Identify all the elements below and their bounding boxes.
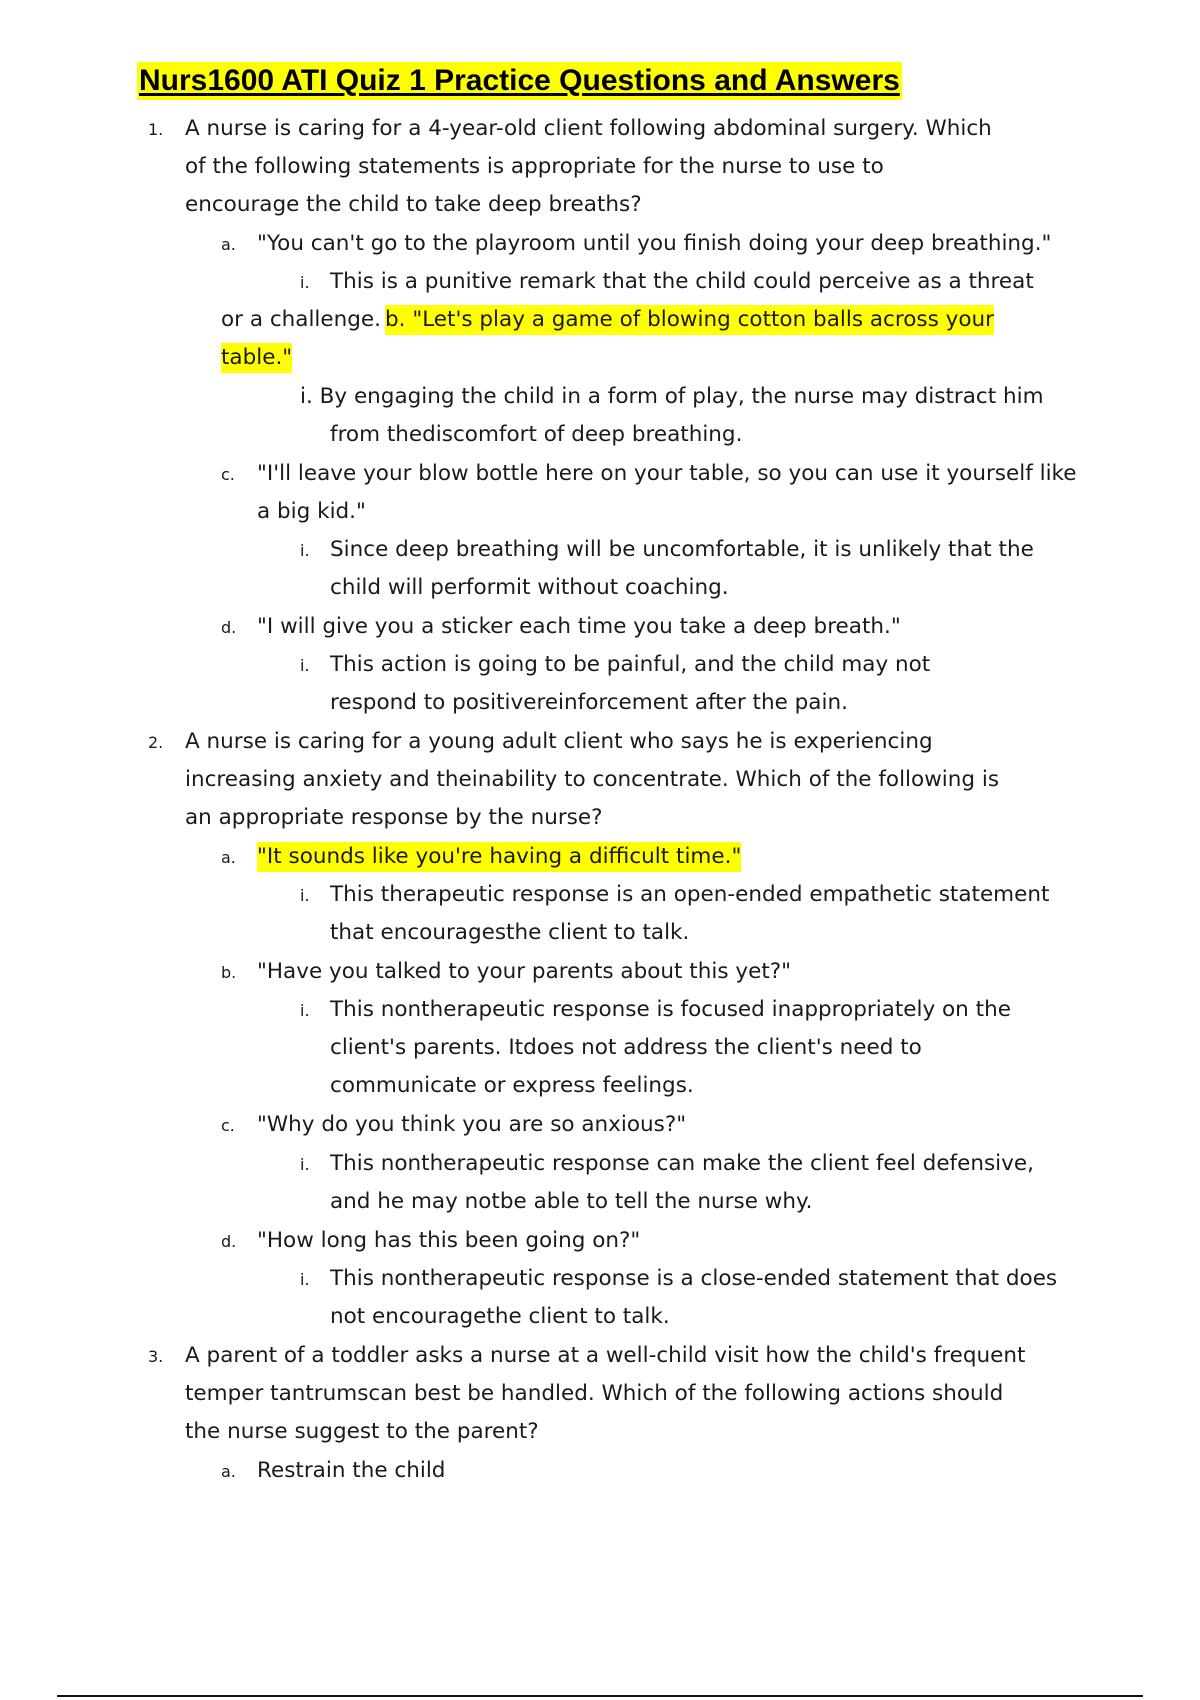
q2-option-b-rationale: This nontherapeutic response is focused inappropriately on the bbox=[330, 997, 1011, 1022]
q1-option-d-rationale: This action is going to be painful, and the child may not bbox=[330, 652, 931, 677]
q2-number: 2. bbox=[148, 733, 164, 752]
q2-option-c-marker: c. bbox=[221, 1116, 235, 1135]
q1-option-b-correct: table." bbox=[221, 343, 292, 373]
q2-option-c-rationale: This nontherapeutic response can make the client feel defensive, bbox=[330, 1151, 1034, 1176]
q2-option-a-rationale: that encouragesthe client to talk. bbox=[330, 920, 690, 945]
q2-option-c: "Why do you think you are so anxious?" bbox=[257, 1112, 687, 1137]
q1-option-c-marker: c. bbox=[221, 465, 235, 484]
q2-option-d-marker: d. bbox=[221, 1232, 237, 1251]
q2-option-b: "Have you talked to your parents about this yet?" bbox=[257, 959, 792, 984]
q2-option-b-rationale-marker: i. bbox=[300, 1001, 310, 1020]
q1-stem-line: encourage the child to take deep breaths? bbox=[185, 192, 642, 217]
q3-option-a: Restrain the child bbox=[257, 1458, 446, 1483]
q1-option-a-marker: a. bbox=[221, 235, 236, 254]
q2-stem-line: A nurse is caring for a young adult client who says he is experiencing bbox=[185, 729, 933, 754]
page-title: Nurs1600 ATI Quiz 1 Practice Questions and Answers bbox=[137, 62, 902, 100]
q1-option-d-rationale-marker: i. bbox=[300, 656, 310, 675]
q3-option-a-marker: a. bbox=[221, 1462, 236, 1481]
q1-number: 1. bbox=[148, 120, 164, 139]
q2-option-a-rationale: This therapeutic response is an open-ended empathetic statement bbox=[330, 882, 1050, 907]
q2-stem-line: increasing anxiety and theinability to concentrate. Which of the following is bbox=[185, 767, 1000, 792]
q2-option-b-rationale: client's parents. Itdoes not address the client's need to bbox=[330, 1035, 922, 1060]
q2-option-b-marker: b. bbox=[221, 963, 237, 982]
q2-option-a-marker: a. bbox=[221, 848, 236, 867]
q1-option-b-rationale: from thediscomfort of deep breathing. bbox=[330, 422, 743, 447]
q3-stem-line: temper tantrumscan best be handled. Which of the following actions should bbox=[185, 1381, 1004, 1406]
q2-option-d-rationale: not encouragethe client to talk. bbox=[330, 1304, 670, 1329]
q2-option-c-rationale-marker: i. bbox=[300, 1155, 310, 1174]
q2-option-c-rationale: and he may notbe able to tell the nurse why. bbox=[330, 1189, 813, 1214]
q2-option-a-correct: "It sounds like you're having a difficult time." bbox=[257, 842, 741, 872]
q3-stem-line: the nurse suggest to the parent? bbox=[185, 1419, 539, 1444]
q1-option-d: "I will give you a sticker each time you take a deep breath." bbox=[257, 614, 901, 639]
q1-option-c-rationale: child will performit without coaching. bbox=[330, 575, 729, 600]
q2-option-d-rationale-marker: i. bbox=[300, 1270, 310, 1289]
q2-option-b-rationale: communicate or express feelings. bbox=[330, 1073, 694, 1098]
q1-option-c: "I'll leave your blow bottle here on your table, so you can use it yourself like bbox=[257, 461, 1077, 486]
q2-option-d: "How long has this been going on?" bbox=[257, 1228, 641, 1253]
q3-number: 3. bbox=[148, 1347, 164, 1366]
q2-stem-line: an appropriate response by the nurse? bbox=[185, 805, 603, 830]
q1-option-d-marker: d. bbox=[221, 618, 237, 637]
q1-option-a-rationale: or a challenge. bbox=[221, 307, 381, 332]
q1-option-a-rationale-marker: i. bbox=[300, 273, 310, 292]
q3-stem-line: A parent of a toddler asks a nurse at a well-child visit how the child's frequent bbox=[185, 1343, 1026, 1368]
q1-option-c-rationale: Since deep breathing will be uncomfortable, it is unlikely that the bbox=[330, 537, 1034, 562]
q1-option-b-correct: b. "Let's play a game of blowing cotton balls across your bbox=[385, 305, 994, 335]
bottom-divider bbox=[57, 1695, 1143, 1697]
q1-option-d-rationale: respond to positivereinforcement after the pain. bbox=[330, 690, 848, 715]
q1-option-b-rationale: i. By engaging the child in a form of play, the nurse may distract him bbox=[300, 384, 1044, 409]
q2-option-d-rationale: This nontherapeutic response is a close-ended statement that does bbox=[330, 1266, 1058, 1291]
q1-option-c: a big kid." bbox=[257, 499, 366, 524]
q1-stem-line: A nurse is caring for a 4-year-old client following abdominal surgery. Which bbox=[185, 116, 992, 141]
q1-option-a-rationale: This is a punitive remark that the child could perceive as a threat bbox=[330, 269, 1034, 294]
q2-option-a-rationale-marker: i. bbox=[300, 886, 310, 905]
q1-option-a: "You can't go to the playroom until you finish doing your deep breathing." bbox=[257, 231, 1052, 256]
q1-option-c-rationale-marker: i. bbox=[300, 541, 310, 560]
q1-stem-line: of the following statements is appropriate for the nurse to use to bbox=[185, 154, 884, 179]
